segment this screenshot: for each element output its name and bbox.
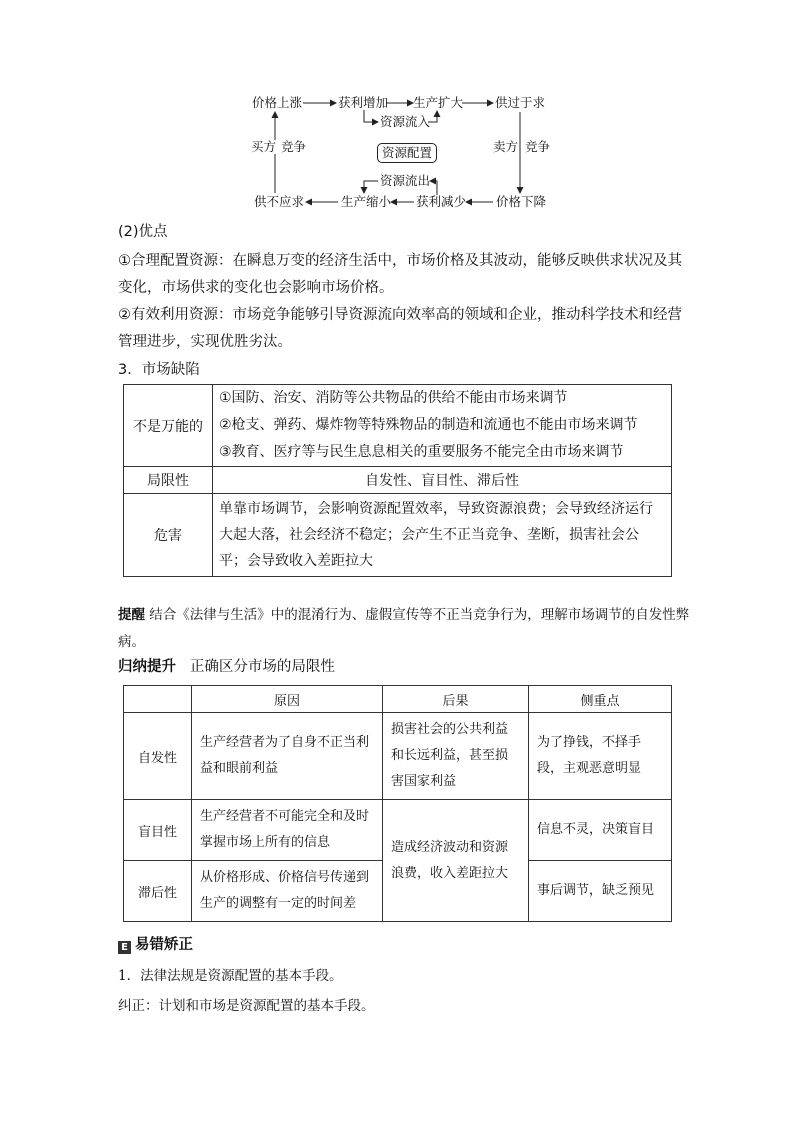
correction-heading bbox=[118, 935, 193, 955]
cell-label: 局限性 bbox=[124, 467, 213, 494]
tip-text: 结合《法律与生活》中的混淆行为、虚假宣传等不正当竞争行为，理解市场调节的自发性弊病。 bbox=[118, 607, 690, 650]
correction-fix: 纠正：计划和市场是资源配置的基本手段。 bbox=[118, 998, 375, 1014]
tip-label: 提醒 bbox=[118, 607, 145, 623]
row-name: 自发性 bbox=[124, 713, 192, 800]
node-profit-down: 获利减少 bbox=[416, 194, 467, 209]
node-profit-up: 获利增加 bbox=[338, 95, 389, 110]
list-item: ②枪支、弹药、爆炸物等特殊物品的制造和流通也不能由市场来调节 bbox=[219, 417, 638, 433]
correction-icon: E bbox=[118, 941, 131, 954]
cell-label: 不是万能的 bbox=[124, 385, 213, 467]
row-result: 损害社会的公共利益和长远利益，甚至损害国家利益 bbox=[383, 713, 529, 800]
cell-value: 自发性、盲目性、滞后性 bbox=[213, 467, 672, 494]
row-result: 造成经济波动和资源浪费，收入差距拉大 bbox=[383, 800, 529, 922]
advantage-paragraph-1: ①合理配置资源：在瞬息万变的经济生活中，市场价格及其波动，能够反映供求状况及其变化，市场供求的变化也会影响市场价格。 bbox=[118, 253, 682, 296]
market-defects-table bbox=[123, 384, 672, 577]
node-resource-allocation: 资源配置 bbox=[377, 143, 437, 163]
label-buyer-competition: 竞争 bbox=[281, 139, 307, 154]
table-row bbox=[124, 713, 672, 800]
node-outflow: 资源流出 bbox=[380, 173, 431, 188]
tip-paragraph bbox=[118, 602, 690, 656]
row-name: 滞后性 bbox=[124, 861, 192, 922]
cell-items bbox=[213, 385, 672, 467]
table-row bbox=[124, 800, 672, 861]
market-mechanism-diagram bbox=[0, 0, 794, 215]
correction-title: 易错矫正 bbox=[135, 937, 193, 953]
list-item: ①国防、治安、消防等公共物品的供给不能由市场来调节 bbox=[219, 390, 568, 406]
row-reason: 生产经营者为了自身不正当利益和眼前利益 bbox=[192, 713, 383, 800]
row-reason: 从价格形成、价格信号传递到生产的调整有一定的时间差 bbox=[192, 861, 383, 922]
label-buyer: 买方 bbox=[251, 139, 277, 154]
row-focus: 信息不灵，决策盲目 bbox=[529, 800, 672, 861]
cell-value: 单靠市场调节，会影响资源配置效率，导致资源浪费；会导致经济运行大起大落，社会经济不稳定；会产生不正当竞争、垄断，损害社会公平；会导致收入差距拉大 bbox=[213, 494, 672, 577]
summary-heading bbox=[118, 657, 335, 677]
correction-item: 1．法律法规是资源配置的基本手段。 bbox=[118, 968, 343, 984]
header-cell: 侧重点 bbox=[529, 686, 672, 713]
table-row bbox=[124, 467, 672, 494]
summary-label: 归纳提升 bbox=[118, 659, 176, 675]
header-cell: 后果 bbox=[383, 686, 529, 713]
row-reason: 生产经营者不可能完全和及时掌握市场上所有的信息 bbox=[192, 800, 383, 861]
table-row bbox=[124, 494, 672, 577]
row-focus: 事后调节，缺乏预见 bbox=[529, 861, 672, 922]
header-cell bbox=[124, 686, 192, 713]
cell-label: 危害 bbox=[124, 494, 213, 577]
summary-title: 正确区分市场的局限性 bbox=[189, 659, 335, 675]
market-defects-heading: 3．市场缺陷 bbox=[118, 362, 200, 378]
header-cell: 原因 bbox=[192, 686, 383, 713]
advantage-paragraph-2: ②有效利用资源：市场竞争能够引导资源流向效率高的领域和企业，推动科学技术和经营管理进步，实现优胜劣汰。 bbox=[118, 307, 682, 350]
node-shortage: 供不应求 bbox=[254, 194, 305, 209]
row-name: 盲目性 bbox=[124, 800, 192, 861]
node-supply-exceeds: 供过于求 bbox=[495, 95, 546, 110]
node-production-expand: 生产扩大 bbox=[413, 95, 464, 110]
node-production-shrink: 生产缩小 bbox=[341, 194, 392, 209]
node-inflow: 资源流入 bbox=[380, 114, 431, 129]
limitations-table bbox=[123, 685, 672, 922]
table-row bbox=[124, 385, 672, 467]
node-price-up: 价格上涨 bbox=[252, 95, 303, 110]
table-header-row bbox=[124, 686, 672, 713]
row-focus: 为了挣钱，不择手段，主观恶意明显 bbox=[529, 713, 672, 800]
label-seller: 卖方 bbox=[493, 139, 519, 154]
node-price-down: 价格下降 bbox=[496, 194, 547, 209]
advantages-heading: (2)优点 bbox=[118, 224, 168, 240]
label-seller-competition: 竞争 bbox=[525, 139, 551, 154]
list-item: ③教育、医疗等与民生息息相关的重要服务不能完全由市场来调节 bbox=[219, 444, 624, 460]
